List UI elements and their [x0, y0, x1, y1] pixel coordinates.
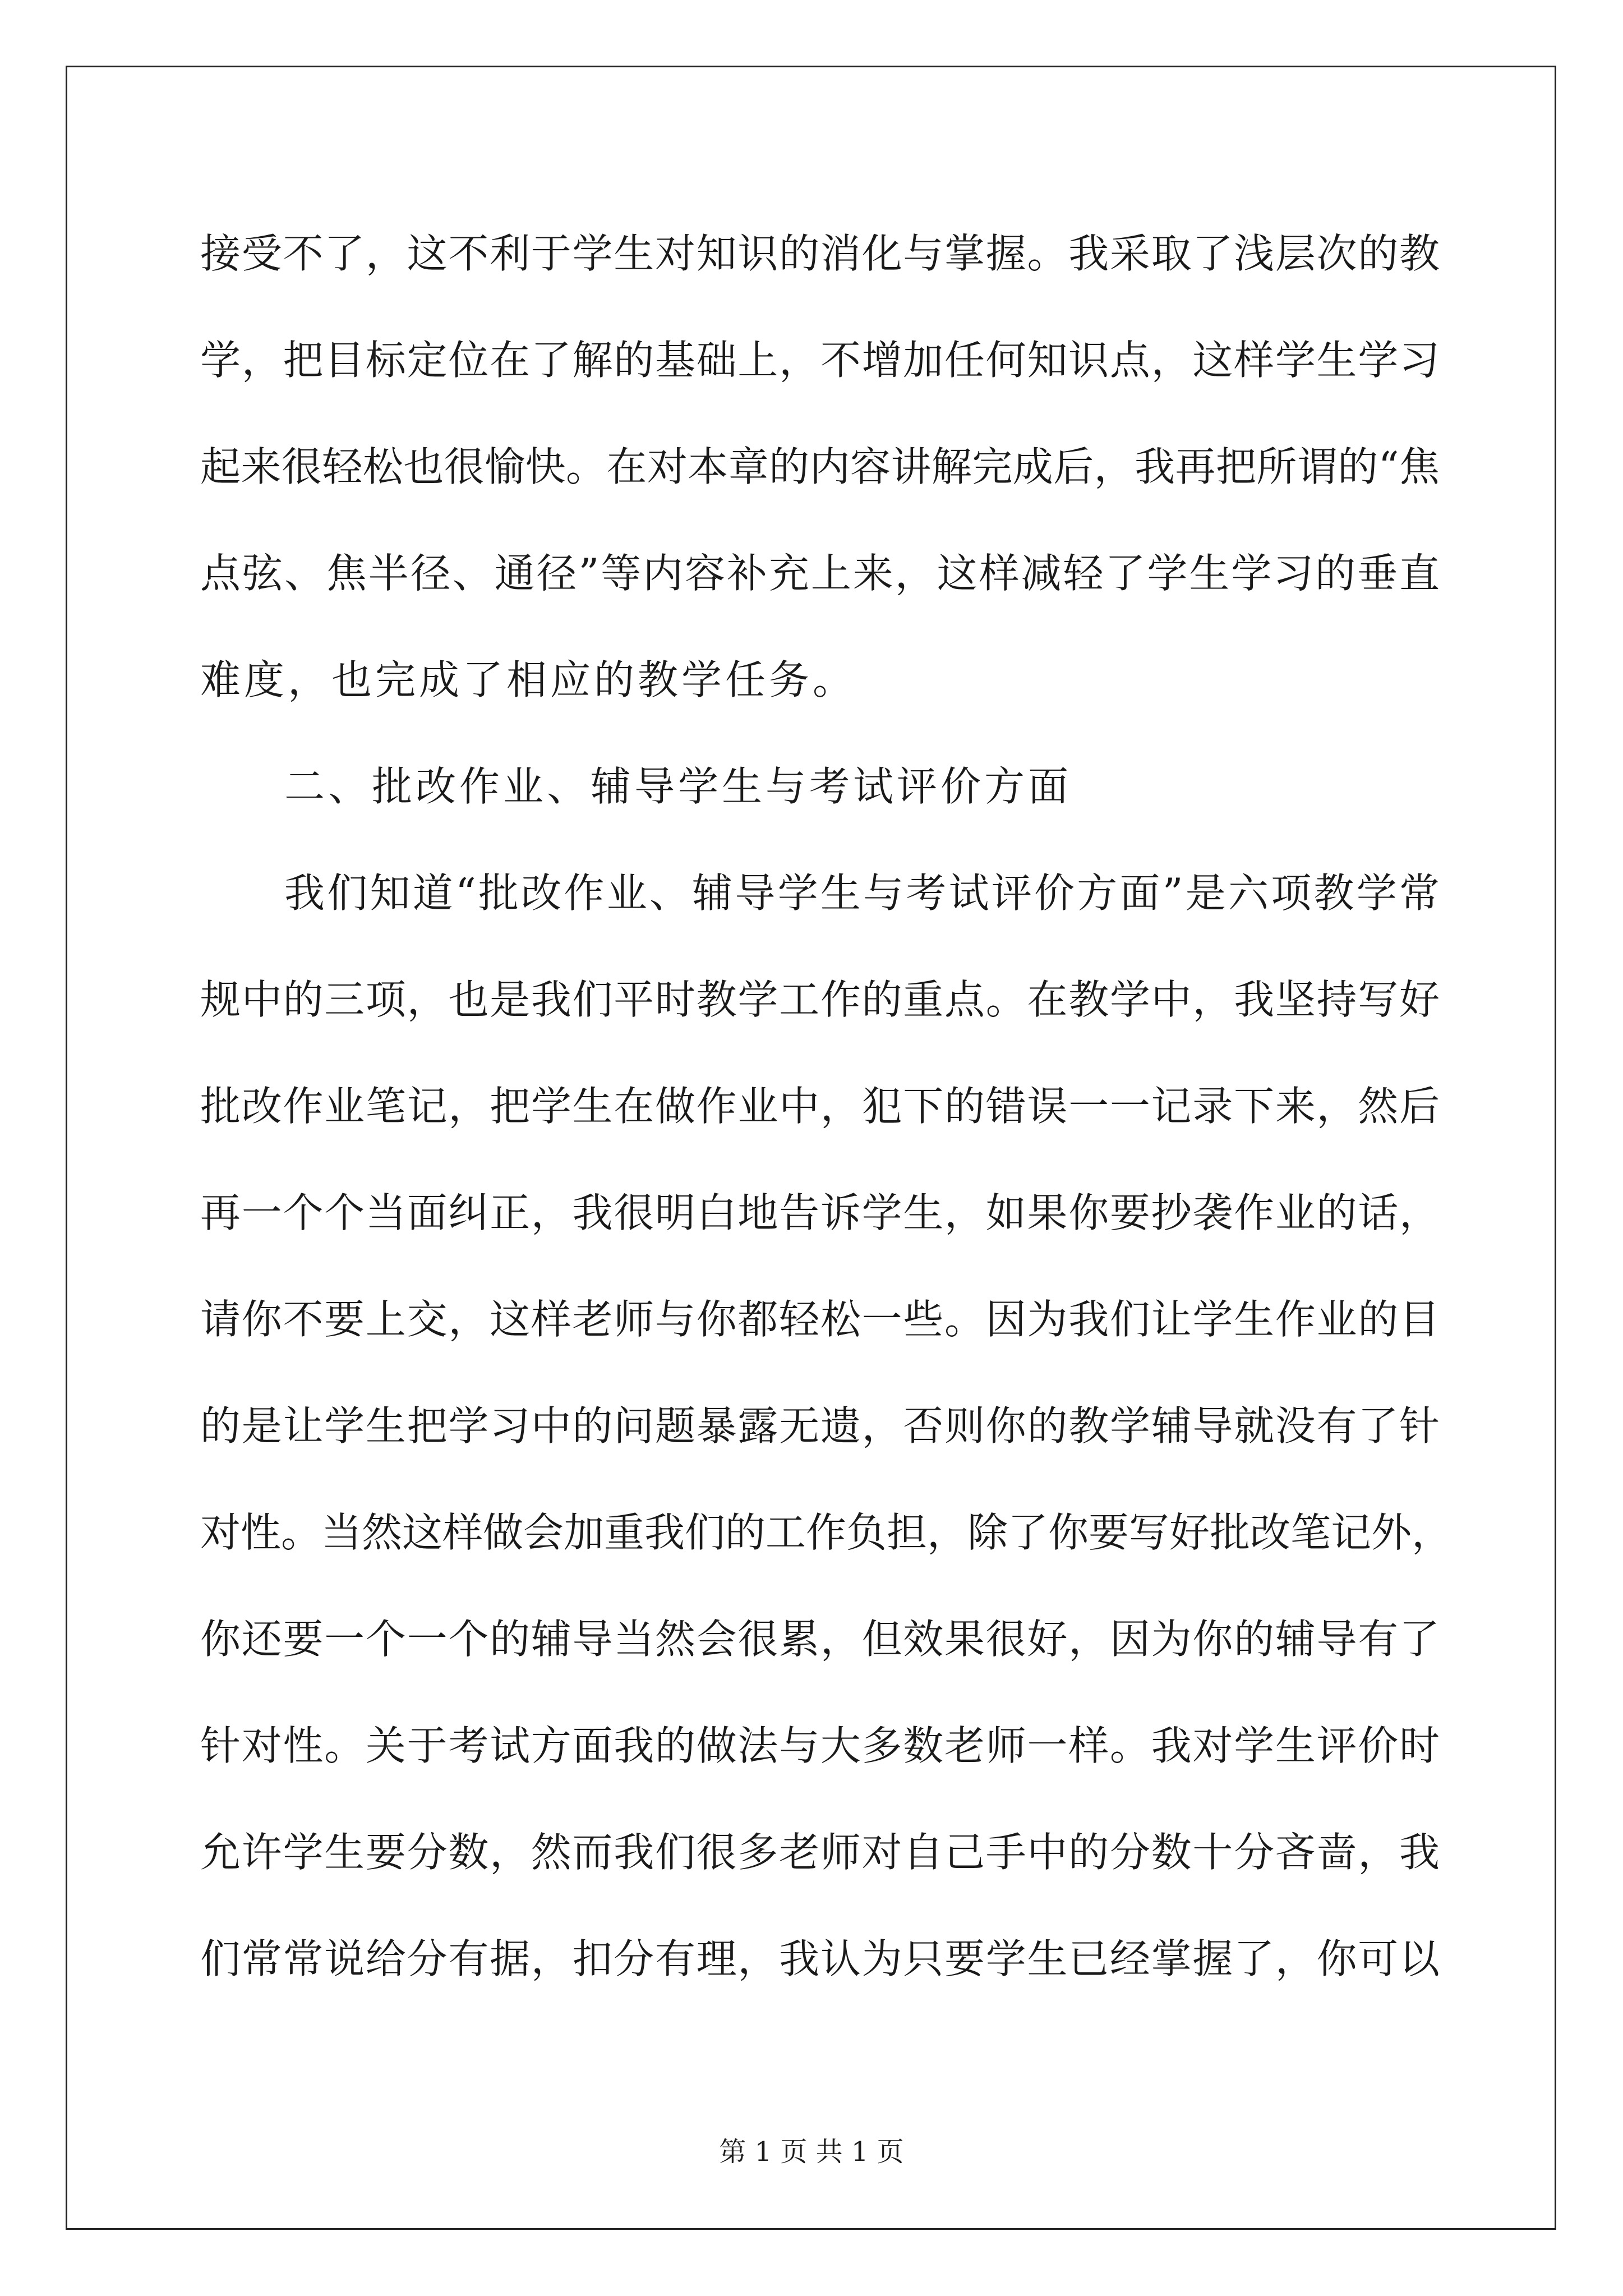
section-heading: 二、批改作业、辅导学生与考试评价方面 [284, 763, 1072, 810]
paragraph-line: 学，把目标定位在了解的基础上，不增加任何知识点，这样学生学习 [200, 337, 1440, 384]
paragraph-line: 针对性。关于考试方面我的做法与大多数老师一样。我对学生评价时 [200, 1722, 1440, 1769]
paragraph-line: 对性。当然这样做会加重我们的工作负担，除了你要写好批改笔记外， [200, 1509, 1453, 1556]
paragraph-line: 我们知道“批改作业、辅导学生与考试评价方面”是六项教学常 [284, 869, 1440, 917]
paragraph-line: 再一个个当面纠正，我很明白地告诉学生，如果你要抄袭作业的话， [200, 1189, 1440, 1236]
paragraph-line: 们常常说给分有据，扣分有理，我认为只要学生已经掌握了，你可以 [200, 1935, 1440, 1982]
page-number-footer: 第 1 页 共 1 页 [719, 2136, 904, 2168]
paragraph-line: 批改作业笔记，把学生在做作业中，犯下的错误一一记录下来，然后 [200, 1083, 1440, 1130]
document-body [200, 220, 1453, 2032]
paragraph-line: 规中的三项，也是我们平时教学工作的重点。在教学中，我坚持写好 [200, 976, 1440, 1023]
paragraph-line: 的是让学生把学习中的问题暴露无遗，否则你的教学辅导就没有了针 [200, 1402, 1440, 1450]
paragraph-line: 允许学生要分数，然而我们很多老师对自己手中的分数十分吝啬，我 [200, 1829, 1440, 1876]
paragraph-line: 起来很轻松也很愉快。在对本章的内容讲解完成后，我再把所谓的“焦 [200, 443, 1440, 490]
paragraph-line: 接受不了，这不利于学生对知识的消化与掌握。我采取了浅层次的教 [200, 230, 1440, 277]
paragraph-line: 请你不要上交，这样老师与你都轻松一些。因为我们让学生作业的目 [200, 1296, 1440, 1343]
paragraph-line: 点弦、焦半径、通径”等内容补充上来，这样减轻了学生学习的垂直 [200, 550, 1440, 597]
paragraph-line: 难度，也完成了相应的教学任务。 [200, 656, 857, 703]
paragraph-line: 你还要一个一个的辅导当然会很累，但效果很好，因为你的辅导有了 [200, 1616, 1440, 1663]
